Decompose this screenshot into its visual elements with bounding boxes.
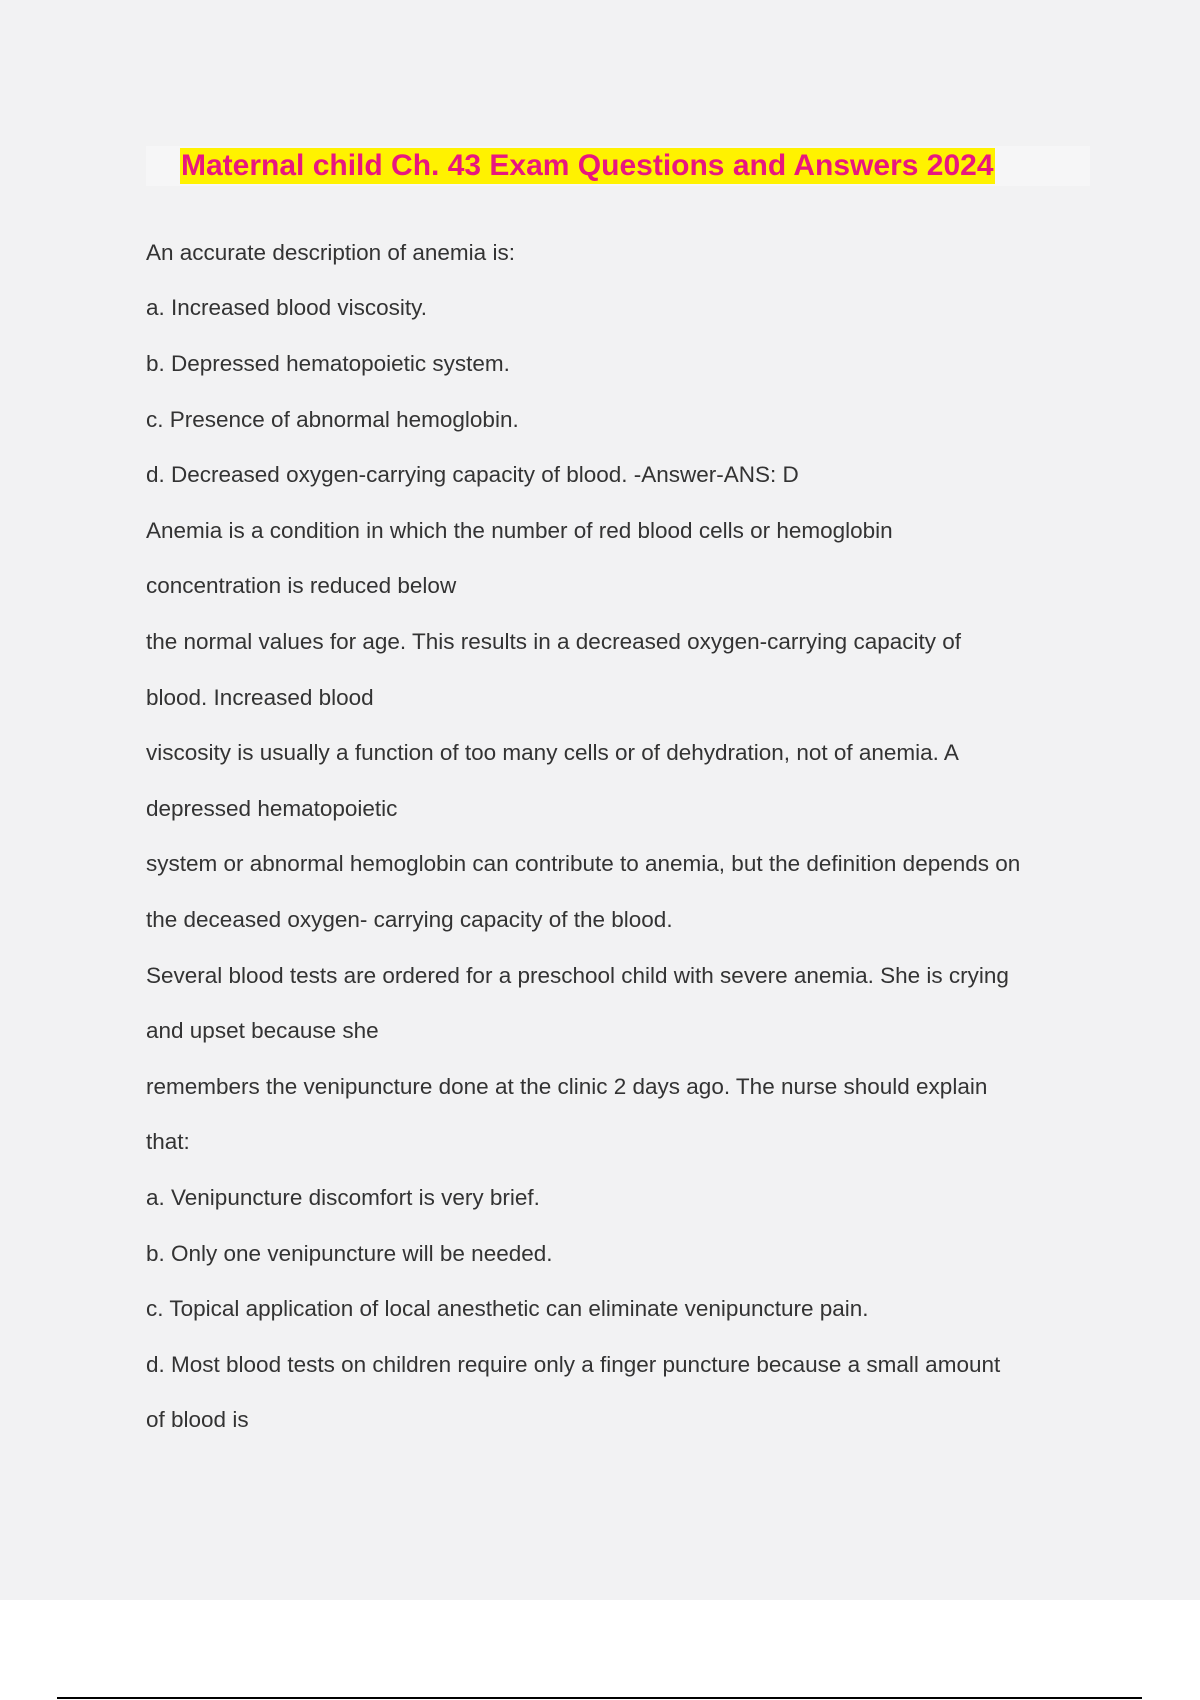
question-2-option-c: c. Topical application of local anesthetic can eliminate venipuncture pain. [146,1296,869,1321]
document-title: Maternal child Ch. 43 Exam Questions and Answers 2024 [181,149,994,182]
question-1-text: An accurate description of anemia is: [146,240,515,265]
question-1-option-c: c. Presence of abnormal hemoglobin. [146,407,519,432]
question-2-text: Several blood tests are ordered for a preschool child with severe anemia. She is crying [146,963,1009,988]
question-2-text: remembers the venipuncture done at the clinic 2 days ago. The nurse should explain [146,1074,988,1099]
question-1-option-d-answer: d. Decreased oxygen-carrying capacity of blood. -Answer-ANS: D [146,462,799,487]
rationale-line: the deceased oxygen- carrying capacity of the blood. [146,907,673,932]
rationale-line: blood. Increased blood [146,685,374,710]
question-1-option-b: b. Depressed hematopoietic system. [146,351,510,376]
rationale-line: viscosity is usually a function of too many cells or of dehydration, not of anemia. A [146,740,959,765]
question-2-option-d: of blood is [146,1407,249,1432]
question-2-option-d: d. Most blood tests on children require only a finger puncture because a small amount [146,1352,1001,1377]
question-2-text: that: [146,1129,190,1154]
question-2-text: and upset because she [146,1018,379,1043]
question-2-option-a: a. Venipuncture discomfort is very brief. [146,1185,540,1210]
rationale-line: system or abnormal hemoglobin can contribute to anemia, but the definition depends on [146,851,1021,876]
rationale-line: concentration is reduced below [146,573,457,598]
question-1-option-a: a. Increased blood viscosity. [146,295,427,320]
rationale-line: depressed hematopoietic [146,796,398,821]
question-2-option-b: b. Only one venipuncture will be needed. [146,1241,553,1266]
rationale-line: the normal values for age. This results in a decreased oxygen-carrying capacity of [146,629,961,654]
footer-rule [57,1697,1142,1699]
rationale-line: Anemia is a condition in which the number of red blood cells or hemoglobin [146,518,893,543]
